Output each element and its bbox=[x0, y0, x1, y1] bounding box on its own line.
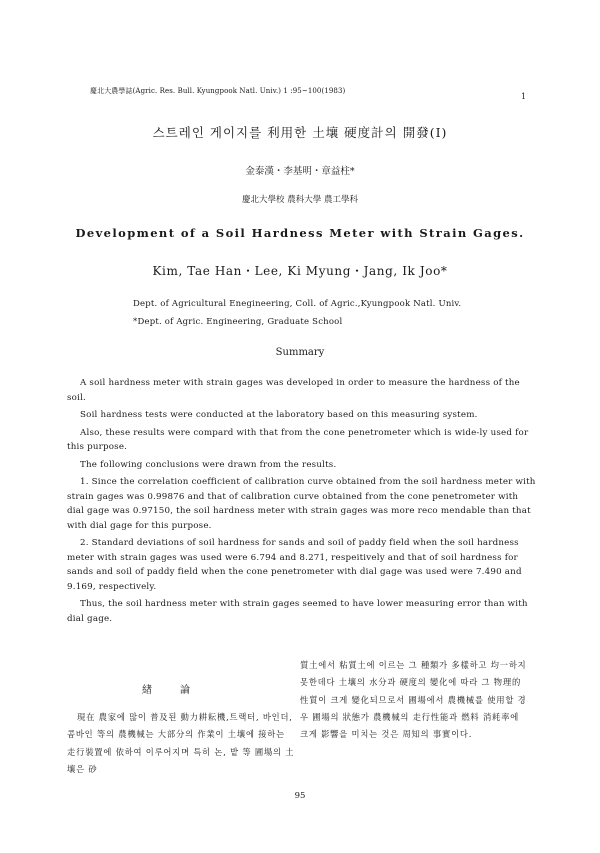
department-list bbox=[133, 295, 461, 331]
korean-title: 스트레인 게이지를 利用한 土壤 硬度計의 開發(Ⅰ) bbox=[152, 125, 448, 140]
page-number-top: 1 bbox=[521, 92, 527, 101]
english-title: Development of a Soil Hardness Meter with Strain Gages. bbox=[75, 226, 525, 240]
journal-citation: 慶北大農學誌(Agric. Res. Bull. Kyungpook Natl. Univ.) 1 :95~100(1983) bbox=[90, 87, 346, 95]
summary-heading: Summary bbox=[275, 347, 325, 358]
introduction-paragraph: 現在 農家에 많이 普及된 動力耕耘機,트랙터, 바인더, 콤바인 等의 農機械는 大部分의 作業이 土壤에 接하는 走行裝置에 依하여 이루어지며 특히 논, 밭 等 圃場의 土壤은 砂 bbox=[67, 712, 295, 774]
summary-paragraph: Also, these results were compard with that from the cone penetrometer which is wide-ly used for this purpose. bbox=[67, 427, 529, 452]
summary-paragraph: The following conclusions were drawn from the results. bbox=[80, 459, 337, 470]
english-authors: Kim, Tae Han・Lee, Ki Myung・Jang, Ik Joo* bbox=[152, 264, 448, 278]
department-line: *Dept. of Agric. Engineering, Graduate School bbox=[133, 317, 343, 327]
summary-paragraph: 1. Since the correlation coefficient of calibration curve obtained from the soil hardness meter with strain gages was 0.99876 and that of calibration curve obtained from the cone penetrometer with dial gage was 0.97150, the soil hardness meter with strain gages was more reco mendable than that with dial gage for this purpose. bbox=[67, 477, 536, 531]
introduction-paragraph: 質土에서 粘質土에 이르는 그 種類가 多樣하고 均一하지 못한데다 土壤의 水分과 硬度의 變化에 따라 그 物理的 性質이 크게 變化되므로서 圃場에서 農機械를 使用할 경우 圃場의 狀態가 農機械의 走行性能과 燃料 消耗率에 크게 影響을 미치는 것은 周知의 事實이다. bbox=[300, 660, 527, 740]
summary-body bbox=[67, 376, 537, 626]
introduction-left-column bbox=[67, 709, 297, 778]
introduction-heading: 緖論 bbox=[142, 685, 218, 696]
summary-paragraph: A soil hardness meter with strain gages was developed in order to measure the hardness of the soil. bbox=[67, 378, 520, 403]
korean-authors: 金泰漢・李基明・章益柱* bbox=[245, 166, 355, 177]
summary-paragraph: Thus, the soil hardness meter with strain gages seemed to have lower measuring error than with dial gage. bbox=[67, 599, 528, 624]
summary-paragraph: 2. Standard deviations of soil hardness for sands and soil of paddy field when the soil hardness meter with strain gages was used were 6.794 and 8.271, respeitively and that of soil hardness for sands and soil of paddy field when the cone penetrometer with dial gage was used were 7.490 and 9.169, respectively. bbox=[67, 538, 522, 592]
summary-paragraph: Soil hardness tests were conducted at the laboratory based on this measuring system. bbox=[80, 410, 478, 420]
department-line: Dept. of Agricultural Enegineering, Coll. of Agric.,Kyungpook Natl. Univ. bbox=[133, 299, 462, 309]
korean-affiliation: 慶北大學校 農科大學 農工學科 bbox=[242, 195, 358, 205]
introduction-right-column bbox=[300, 657, 530, 743]
page-number-bottom: 95 bbox=[294, 791, 306, 801]
